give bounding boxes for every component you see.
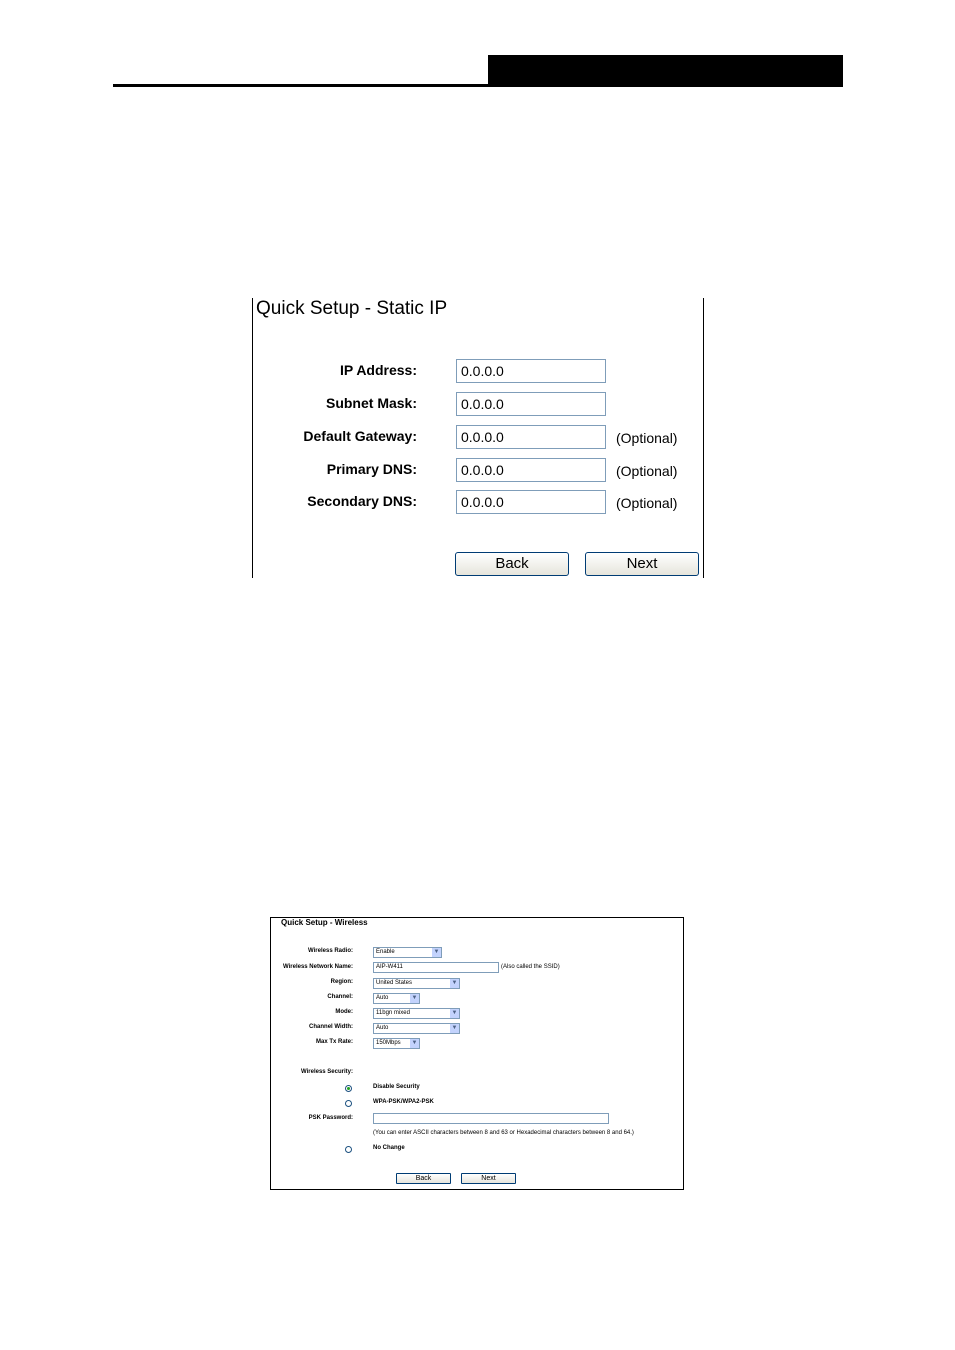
chevron-down-icon: ▼ — [433, 949, 440, 955]
wpa-psk-radio[interactable] — [345, 1100, 352, 1107]
max-tx-rate-label: Max Tx Rate: — [315, 1039, 353, 1045]
header-rule — [113, 84, 843, 87]
chevron-down-icon: ▼ — [411, 1040, 418, 1046]
static-ip-panel — [252, 298, 704, 578]
mode-select[interactable] — [373, 1008, 460, 1019]
no-change-label: No Change — [373, 1145, 405, 1151]
wireless-title: Quick Setup - Wireless — [281, 918, 368, 927]
wireless-back-button[interactable]: Back — [396, 1173, 451, 1184]
primary-dns-label: Primary DNS: — [326, 461, 417, 477]
primary-dns-input[interactable]: 0.0.0.0 — [456, 458, 606, 482]
region-label: Region: — [330, 979, 353, 985]
wireless-panel — [270, 917, 684, 1190]
ssid-note: (Also called the SSID) — [501, 964, 560, 970]
disable-security-radio[interactable] — [345, 1085, 352, 1092]
max-tx-rate-value: 150Mbps — [376, 1040, 401, 1046]
wireless-radio-label: Wireless Radio: — [308, 948, 353, 954]
psk-password-note: (You can enter ASCII characters between 8 and 63 or Hexadecimal characters between 8 and 64.) — [373, 1130, 634, 1136]
header-bar-block — [488, 55, 843, 86]
ip-address-label: IP Address: — [339, 362, 417, 378]
channel-width-label: Channel Width: — [309, 1024, 353, 1030]
wireless-security-label: Wireless Security: — [301, 1069, 353, 1075]
ssid-input[interactable]: AIP-W411 — [373, 962, 499, 973]
subnet-mask-row — [253, 392, 703, 418]
secondary-dns-label: Secondary DNS: — [307, 493, 417, 509]
subnet-mask-label: Subnet Mask: — [325, 395, 417, 411]
secondary-dns-row — [253, 490, 703, 516]
channel-select[interactable] — [373, 993, 420, 1004]
default-gateway-row — [253, 425, 703, 451]
ip-address-input[interactable]: 0.0.0.0 — [456, 359, 606, 383]
channel-width-value: Auto — [376, 1025, 389, 1031]
ssid-label: Wireless Network Name: — [283, 964, 353, 970]
primary-dns-row — [253, 458, 703, 484]
region-select[interactable] — [373, 978, 460, 989]
back-button[interactable]: Back — [455, 552, 569, 576]
region-value: United States — [376, 980, 413, 986]
psk-password-input[interactable] — [373, 1113, 609, 1124]
mode-value: 11bgn mixed — [376, 1010, 410, 1016]
default-gateway-input[interactable]: 0.0.0.0 — [456, 425, 606, 449]
wireless-radio-value: Enable — [376, 949, 395, 955]
channel-label: Channel: — [327, 994, 353, 1000]
channel-width-select[interactable] — [373, 1023, 460, 1034]
disable-security-label: Disable Security — [373, 1084, 420, 1090]
static-ip-title: Quick Setup - Static IP — [256, 298, 448, 319]
wpa-psk-label: WPA-PSK/WPA2-PSK — [373, 1099, 434, 1105]
default-gateway-label: Default Gateway: — [303, 428, 417, 444]
chevron-down-icon: ▼ — [451, 1025, 458, 1031]
wireless-next-button[interactable]: Next — [461, 1173, 516, 1184]
ip-address-row — [253, 359, 703, 385]
mode-label: Mode: — [335, 1009, 353, 1015]
secondary-dns-input[interactable]: 0.0.0.0 — [456, 490, 606, 514]
secondary-dns-optional: (Optional) — [616, 495, 678, 511]
chevron-down-icon: ▼ — [451, 980, 458, 986]
channel-value: Auto — [376, 995, 389, 1001]
psk-password-label: PSK Password: — [308, 1115, 353, 1121]
default-gateway-optional: (Optional) — [616, 430, 678, 446]
chevron-down-icon: ▼ — [451, 1010, 458, 1016]
chevron-down-icon: ▼ — [411, 995, 418, 1001]
next-button[interactable]: Next — [585, 552, 699, 576]
primary-dns-optional: (Optional) — [616, 463, 678, 479]
wireless-radio-select[interactable] — [373, 947, 442, 958]
max-tx-rate-select[interactable] — [373, 1038, 420, 1049]
no-change-radio[interactable] — [345, 1146, 352, 1153]
subnet-mask-input[interactable]: 0.0.0.0 — [456, 392, 606, 416]
